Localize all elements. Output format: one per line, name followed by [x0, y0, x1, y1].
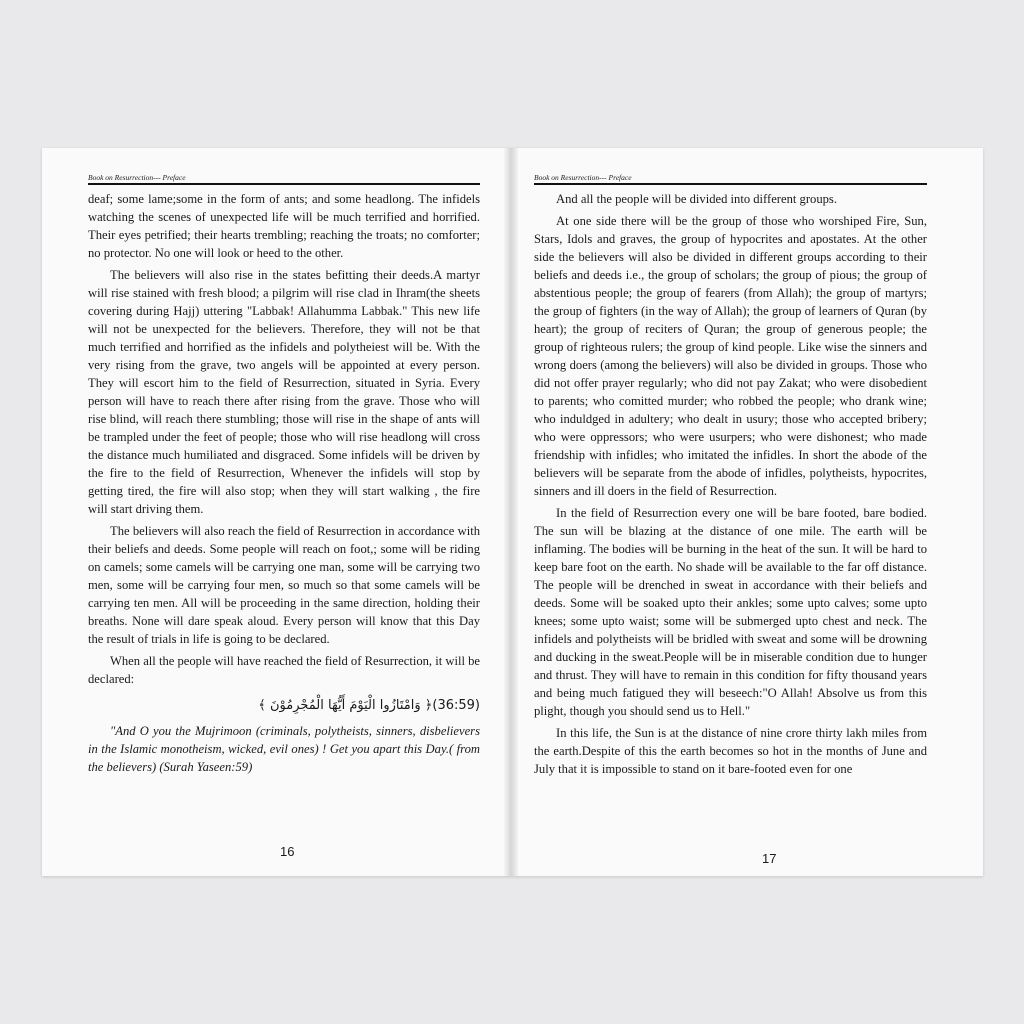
- paragraph: When all the people will have reached the field of Resurrection, it will be declared:: [88, 654, 480, 686]
- paragraph: In this life, the Sun is at the distance of nine crore thirty lakh miles from the earth.Despite of this the earth becomes so hot in the months of June and July that it is impossible to stand on it bare-footed even for one: [534, 726, 927, 776]
- right-page: [514, 148, 983, 876]
- page-body: [88, 190, 480, 776]
- running-head: Book on Resurrection--- Preface: [534, 173, 632, 182]
- running-head: Book on Resurrection--- Preface: [88, 173, 186, 182]
- page-number: 16: [280, 844, 295, 859]
- paragraph: deaf; some lame;some in the form of ants; and some headlong. The infidels watching the scenes of unexpected life will be much terrified and horrified. Their eyes petrified; their hearts trembling; reaching the troats; no comforter; no protector. No one will look or heed to the other.: [88, 192, 480, 260]
- verse-translation: "And O you the Mujrimoon (criminals, polytheists, sinners, disbelievers in the Islamic monotheism, wicked, evil ones) ! Get you apart this Day.( from the believers) (Surah Yaseen:59): [88, 724, 480, 774]
- left-page: [42, 148, 508, 876]
- paragraph: In the field of Resurrection every one will be bare footed, bare bodied. The sun will be blazing at the distance of one mile. The earth will be inflaming. The bodies will be burning in the heat of the sun. It will be hard to keep bare foot on the earth. No shade will be available to the far off distance. The people will be drenched in sweat in accordance with their beliefs and deeds. Some will be soaked upto their ankles; some upto calves; some upto knees; some upto waist; some will be submerged upto chest and neck. The infidels and polytheists will be bridled with sweat and some will be drowning and ducking in the sweat.People will be in miserable condition due to hunger and thrust. They will have to remain in this condition for fifty thousand years and being much fatigued they will beseech:"O Allah! Absolve us from this plight, though you should send us to Hell.": [534, 506, 927, 718]
- paragraph: The believers will also rise in the states befitting their deeds.A martyr will rise stained with fresh blood; a pilgrim will rise clad in Ihram(the sheets covering during Hajj) uttering "Labbak! Allahumma Labbak." This new life will not be unexpected for the believers. Therefore, they will not be that much terrified and horrified as the infidels and polytheiest will be. With the very rising from the grave, two angels will be appointed at every person. They will escort him to the field of Resurrection, situated in Syria. Every person will have to reach there after rising from the grave. Those who will rise blind, will reach there stumbling; those will rise in the shape of ants will be trampled under the feet of people; those who will rise headlong will cross the distance much humiliated and disgraced. Some infidels will be driven by the fire to the field of Resurrection, Whenever the infidels will stop by getting tired, the fire will also stop; when they will start walking , the fire will start driving them.: [88, 268, 480, 516]
- header-rule: [88, 183, 480, 185]
- header-rule: [534, 183, 927, 185]
- page-number: 17: [762, 851, 777, 866]
- paragraph: At one side there will be the group of those who worshiped Fire, Sun, Stars, Idols and graves, the group of hypocrites and apostates. At the other side the believers will also be divided in different groups according to their beliefs and deeds i.e., the group of scholars; the group of pious; the group of abstentious people; the group of fearers (from Allah); the group of martyrs; the group of fighters (in the way of Allah); the group of learners of Quran (by heart); the group of reciters of Quran; the group of generous people; the group of righteous rulers; the group of kind people. Like wise the sinners and wrong doers (among the believers) will also be divided in groups. Those who did not offer prayer regularly; who did not pay Zakat; who were disobedient to parents; who comitted murder; who robbed the people; who drank wine; who induldged in adultery; who dealt in usury; those who accepted bribery; who were oppressors; who were usurpers; who were dishonest; who made friendship with infidles; who imitated the infidles. In short the abode of the believers will be separate from the abode of infidles, polytheists, hypocrites, sinners and ill doers in the field of Resurrection.: [534, 214, 927, 498]
- paragraph: And all the people will be divided into different groups.: [556, 192, 837, 206]
- open-book: [42, 148, 983, 876]
- paragraph: The believers will also reach the field of Resurrection in accordance with their beliefs and deeds. Some people will reach on foot,; some will be riding on camels; some camels will be carrying one man, some will be carrying two men, some will be carrying four men, so much so that some camels will be carrying ten men. All will be proceeding in the same direction, holding their breaths. None will dare speak aloud. Every person will know that this Day the result of trials in life is going to be declared.: [88, 524, 480, 646]
- arabic-verse: (36:59)﴿ وَامْتَازُوا الْيَوْمَ أَيُّهَا الْمُجْرِمُوْنَ ﴾: [258, 698, 480, 713]
- page-body: [534, 190, 927, 778]
